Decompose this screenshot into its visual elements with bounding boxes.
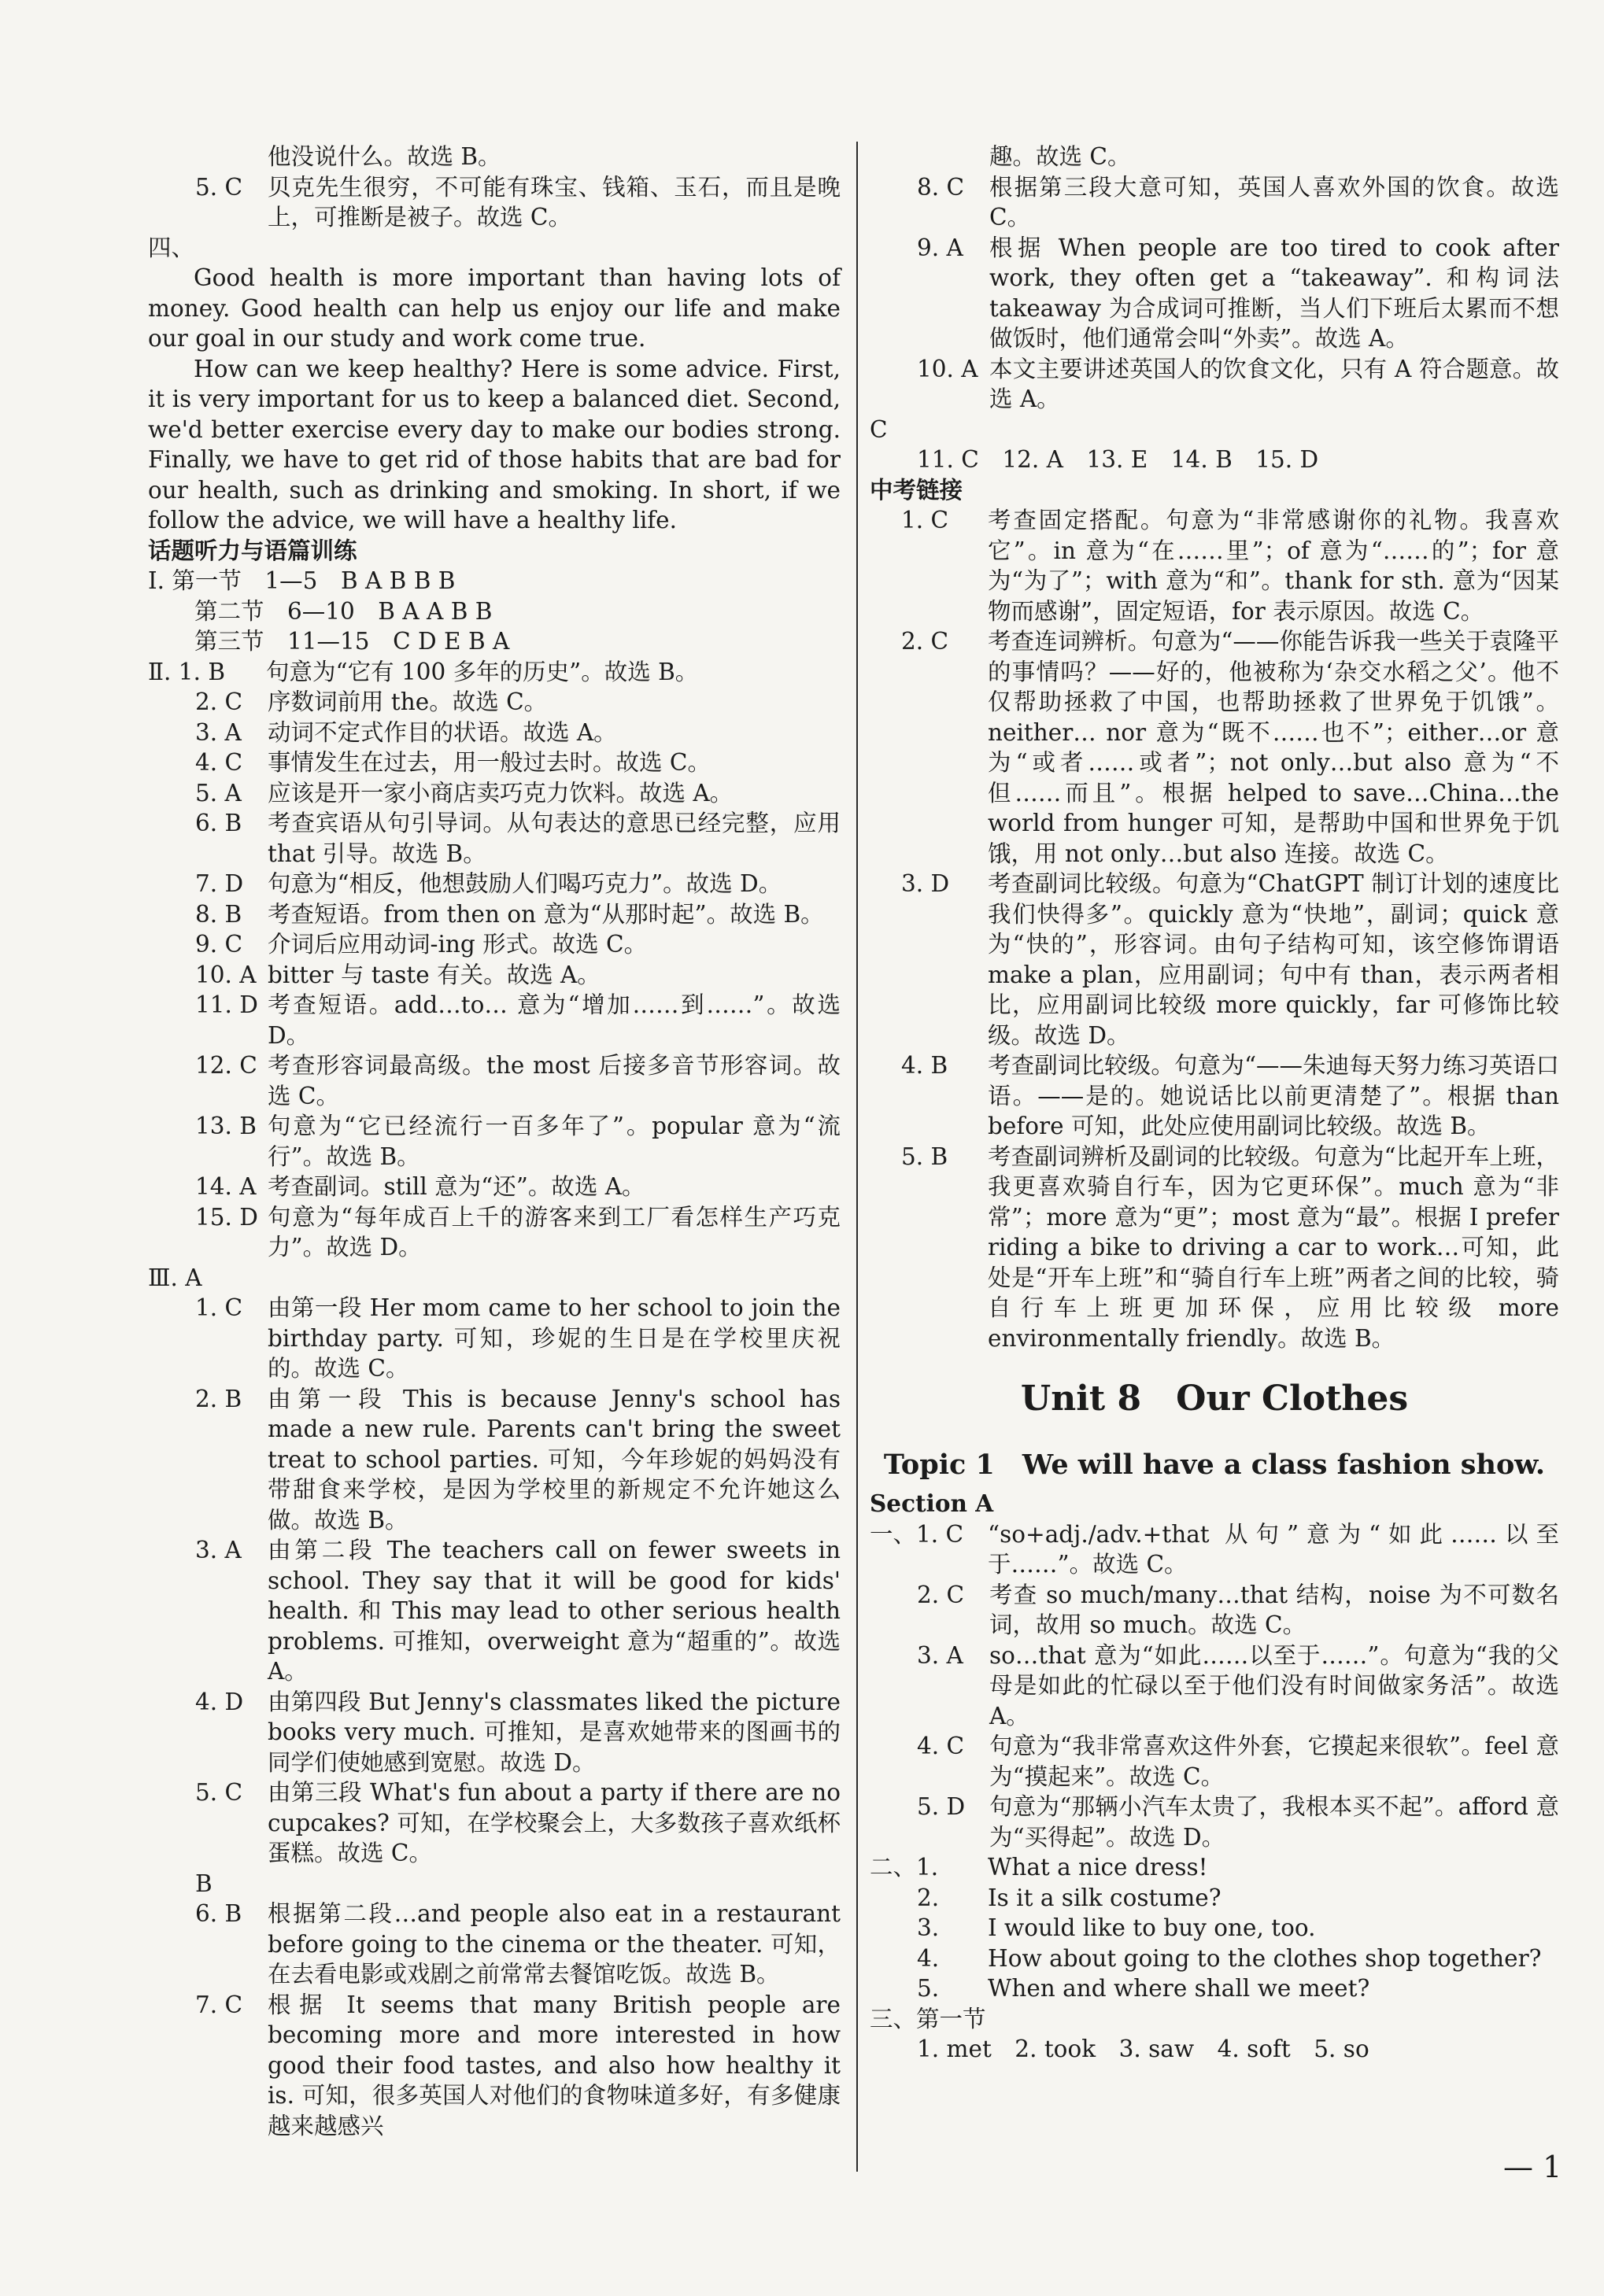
answer-number: 3. A [195, 718, 242, 746]
answer-text: 句意为“它有 100 多年的历史”。故选 B。 [266, 658, 699, 685]
answer-number: 6. B [195, 810, 242, 836]
answer-item [870, 1943, 1559, 1974]
answer-item [148, 1777, 841, 1869]
answer-text: 考查短语。add…to… 意为“增加……到……”。故选 D。 [268, 991, 841, 1049]
answer-text: 动词不定式作目的状语。故选 A。 [268, 718, 617, 746]
answer-text: 句意为“它已经流行一百多年了”。popular 意为“流行”。故选 B。 [268, 1113, 841, 1170]
answer-item [870, 1792, 1559, 1852]
answer-item [870, 1913, 1559, 1943]
answer-item [148, 718, 841, 748]
answer-text: 由第一段 This is because Jenny's school has made a new rule. Parents can't bring the sweet treat to school parties. 可知，今年珍妮的妈妈没有带甜食来学校，是因为学校里的新规定不允许她这么做。故选 B。 [268, 1385, 841, 1534]
answer-number [870, 142, 989, 172]
answer-number: 9. A [917, 234, 963, 261]
text-line: 第二节 6—10 B A A B B [148, 597, 493, 625]
answer-text: When and where shall we meet? [988, 1975, 1370, 2002]
answer-item [870, 1852, 1559, 1883]
section-2-answers [148, 657, 841, 1263]
answer-text: 介词后应用动词-ing 形式。故选 C。 [268, 931, 648, 958]
answer-number: 2. C [195, 688, 243, 715]
right-column [870, 142, 1559, 2065]
answer-text: 趣。故选 C。 [989, 143, 1131, 170]
answer-text: 由第四段 But Jenny's classmates liked the picture books very much. 可推知，是喜欢她带来的图画书的同学们使她感到宽慰。故选 D。 [268, 1688, 841, 1776]
section-3-label: Ⅲ. A [148, 1264, 202, 1291]
answer-text: 事情发生在过去，用一般过去时。故选 C。 [268, 749, 711, 776]
text-line: Good health is more important than having lots of money. Good health can help us enjoy our life and make our goal in our study and work come true. [148, 264, 841, 352]
answer-item [148, 1202, 841, 1263]
answer-item [148, 1050, 841, 1111]
answer-number: 15. D [195, 1203, 258, 1231]
c-answers: 11. C 12. A 13. E 14. B 15. D [917, 446, 1319, 473]
part-2-answers [870, 1852, 1559, 2004]
answer-number: 11. D [195, 991, 258, 1018]
answer-number: 5. D [917, 1793, 966, 1820]
answer-text: 由第三段 What's fun about a party if there are no cupcakes? 可知，在学校聚会上，大多数孩子喜欢纸杯蛋糕。故选 C。 [268, 1779, 841, 1866]
section-4-label: 四、 [148, 234, 195, 261]
answer-item [870, 1519, 1559, 1580]
answer-text: Is it a silk costume? [988, 1884, 1221, 1911]
answer-text: 句意为“那辆小汽车太贵了，我根本买不起”。afford 意为“买得起”。故选 D。 [989, 1793, 1559, 1851]
answer-text: 考查副词辨析及副词的比较级。句意为“比起开车上班，我更喜欢骑自行车，因为它更环保”。much 意为“非常”；more 意为“更”；most 意为“最”。根据 I prefer riding a bike to driving a car to work…可知，此处是“开车上班”和“骑自行车上班”两者之间的比较，骑自行车上班更加环保，应用比较级 more environmentally friendly。故选 B。 [988, 1142, 1559, 1352]
answer-text: bitter 与 taste 有关。故选 A。 [268, 961, 601, 988]
text-line: 第三节 11—15 C D E B A [148, 628, 510, 655]
answer-item [870, 142, 1559, 172]
answer-item [148, 929, 841, 960]
unit-title: Unit 8 Our Clothes [1020, 1379, 1409, 1419]
answer-text: 序数词前用 the。故选 C。 [268, 688, 548, 715]
text-line: Ⅰ. 第一节 1—5 B A B B B [148, 567, 456, 594]
section-a-heading: Section A [870, 1489, 994, 1517]
answer-item [148, 687, 841, 718]
answer-text: “so+adj./adv.+that 从句”意为“如此……以至于……”。故选 C。 [988, 1520, 1559, 1578]
text-line: How can we keep healthy? Here is some advice. First, it is very important for us to keep a balanced diet. Second, we'd better exercise every day to make our bodies strong. Finally, we have to get rid of those habits that are bad for our health, such as drinking and smoking. In short, if we follow the advice, we will have a healthy life. [148, 355, 841, 533]
answer-number: 2. B [195, 1385, 242, 1412]
answer-item [148, 747, 841, 778]
answer-number: 5. C [195, 173, 243, 201]
topic-title: Topic 1 We will have a class fashion show. [883, 1449, 1546, 1481]
c-label: C [870, 415, 888, 443]
answer-text: 根据第三段大意可知，英国人喜欢外国的饮食。故选 C。 [989, 173, 1559, 231]
answer-number: 4. D [195, 1688, 244, 1715]
answer-item [148, 960, 841, 991]
section-3a-answers [148, 1293, 841, 1869]
answer-number: 1. C [901, 507, 949, 533]
answer-text: 贝克先生很穷，不可能有珠宝、钱箱、玉石，而且是晚上，可推断是被子。故选 C。 [268, 173, 841, 231]
answer-text: so…that 意为“如此……以至于……”。句意为“我的父母是如此的忙碌以至于他们没有时间做家务活”。故选 A。 [989, 1641, 1559, 1729]
answer-item [148, 657, 841, 688]
section-3b-answers [148, 1899, 841, 2141]
answer-number: 5. B [901, 1142, 948, 1170]
answer-item [148, 869, 841, 899]
answer-item [148, 1172, 841, 1202]
answer-text: 根据 It seems that many British people are becoming more and more interested in how good their food tastes, and also how healthy it is. 可知，很多英国人对他们的食物味道多好，有多健康越来越感兴 [268, 1991, 841, 2139]
answer-text: 句意为“相反，他想鼓励人们喝巧克力”。故选 D。 [268, 870, 782, 897]
answer-number: 10. A [917, 355, 978, 382]
answer-text: 本文主要讲述英国人的饮食文化，只有 A 符合题意。故选 A。 [989, 355, 1559, 412]
answer-item [148, 899, 841, 930]
answer-text: What a nice dress! [988, 1854, 1208, 1881]
answer-number: 8. B [195, 900, 242, 928]
answer-number: 4. C [195, 749, 243, 776]
answer-number: 14. A [195, 1173, 257, 1200]
zhongkao-heading: 中考链接 [870, 476, 963, 504]
answer-text: 考查副词比较级。句意为“ChatGPT 制订计划的速度比我们快得多”。quickly 意为“快地”，副词；quick 意为“快的”，形容词。由句子结构可知，该空修饰谓语 make a plan，应用副词；句中有 than，表示两者相比，应用副词比较级 more quickly，far 可修饰比较级。故选 D。 [988, 870, 1559, 1049]
answer-number: 4. B [901, 1052, 948, 1079]
answer-item [148, 1899, 841, 1990]
answer-number: Ⅱ. 1. B [148, 658, 226, 685]
answer-text: 考查形容词最高级。the most 后接多音节形容词。故选 C。 [268, 1052, 841, 1109]
answer-item [148, 1384, 841, 1536]
answer-item [870, 505, 1559, 626]
answer-number: 3. A [917, 1641, 963, 1669]
answer-text: 考查副词比较级。句意为“——朱迪每天努力练习英语口语。——是的。她说话比以前更清楚了”。根据 than before 可知，此处应使用副词比较级。故选 B。 [988, 1052, 1559, 1139]
answer-text: 他没说什么。故选 B。 [268, 143, 501, 170]
answer-number: 7. D [195, 870, 244, 897]
answer-text: 根据第二段…and people also eat in a restaurant before going to the cinema or the theater. 可知，在去看电影或戏剧之前常常去餐馆吃饭。故选 B。 [268, 1900, 841, 1988]
answer-item [870, 1883, 1559, 1914]
answer-item [870, 1050, 1559, 1142]
answer-number: 7. C [195, 1991, 243, 2018]
answer-number: 8. C [917, 173, 965, 201]
answer-number: 2. [917, 1884, 940, 1911]
answer-text: 考查副词。still 意为“还”。故选 A。 [268, 1173, 645, 1200]
answer-item [148, 172, 841, 233]
answer-number: 2. C [901, 628, 949, 655]
part-3-label: 三、第一节 [870, 2005, 986, 2032]
answer-text: 考查固定搭配。句意为“非常感谢你的礼物。我喜欢它”。in 意为“在……里”；of 意为“……的”；for 意为“为了”；with 意为“和”。thank for sth. 意为“因某物而感谢”，固定短语，for 表示原因。故选 C。 [988, 507, 1559, 625]
answer-text: How about going to the clothes shop together? [988, 1944, 1542, 1972]
answer-number: 5. C [195, 1779, 243, 1806]
answer-text: 应该是开一家小商店卖巧克力饮料。故选 A。 [268, 779, 734, 807]
answer-number: 2. C [917, 1581, 965, 1608]
answer-item [148, 778, 841, 809]
answer-text: 由第一段 Her mom came to her school to join the birthday party. 可知，珍妮的生日是在学校里庆祝的。故选 C。 [268, 1294, 841, 1382]
section-3b-label: B [195, 1870, 213, 1897]
answer-item [148, 1687, 841, 1778]
answer-number: 5. A [195, 779, 242, 807]
answer-text: I would like to buy one, too. [988, 1914, 1316, 1941]
answer-item [870, 1731, 1559, 1792]
listening-heading: 话题听力与语篇训练 [148, 537, 357, 564]
answer-text: 由第二段 The teachers call on fewer sweets in school. They say that it will be good for kids' health. 和 This may lead to other serious health problems. 可推知，overweight 意为“超重的”。故选 A。 [268, 1537, 841, 1685]
zhongkao-answers [870, 505, 1559, 1353]
answer-text: 句意为“每年成百上千的游客来到工厂看怎样生产巧克力”。故选 D。 [268, 1203, 841, 1261]
answer-number: 6. B [195, 1900, 242, 1927]
answer-item [870, 233, 1559, 354]
answer-number: 12. C [195, 1052, 257, 1079]
answer-item [870, 1142, 1559, 1354]
answer-item [870, 869, 1559, 1050]
left-block-1 [148, 142, 841, 233]
answer-number: 一、1. C [870, 1520, 964, 1548]
answer-number: 3. A [195, 1537, 242, 1563]
answer-text: 考查连词辨析。句意为“——你能告诉我一些关于袁隆平的事情吗？——好的，他被称为‘杂交水稻之父’。他不仅帮助拯救了中国，也帮助拯救了世界免于饥饿”。neither… nor 意为“既不……也不”；either…or 意为“或者……或者”；not only…but also 意为“不但……而且”。根据 helped to save…China…the world from hunger 可知，是帮助中国和世界免于饥饿，用 not only…but also 连接。故选 C。 [988, 628, 1559, 867]
listening-answers [148, 566, 841, 657]
part-3-answers: 1. met 2. took 3. saw 4. soft 5. so [917, 2036, 1369, 2062]
answer-item [870, 172, 1559, 233]
answer-number: 1. C [195, 1294, 243, 1321]
answer-item [148, 1293, 841, 1384]
answer-number [148, 142, 268, 172]
answer-number: 10. A [195, 961, 257, 988]
answer-number: 二、1. [870, 1854, 939, 1881]
answer-item [148, 808, 841, 869]
answer-number: 3. D [901, 870, 950, 897]
answer-item [870, 626, 1559, 869]
answer-item [148, 1990, 841, 2142]
column-divider [856, 142, 858, 2172]
left-column [148, 142, 841, 2141]
answer-text: 考查宾语从句引导词。从句表达的意思已经完整，应用 that 引导。故选 B。 [268, 810, 841, 867]
right-block-1 [870, 142, 1559, 415]
answer-item [148, 142, 841, 172]
answer-text: 句意为“我非常喜欢这件外套，它摸起来很软”。feel 意为“摸起来”。故选 C。 [989, 1733, 1559, 1790]
answer-item [148, 990, 841, 1050]
answer-number: 9. C [195, 931, 243, 958]
answer-text: 根据 When people are too tired to cook after work, they often get a “takeaway”. 和构词法 takeaway 为合成词可推断，当人们下班后太累而不想做饭时，他们通常会叫“外卖”。故选 A。 [989, 234, 1559, 352]
answer-text: 考查 so much/many…that 结构，noise 为不可数名词，故用 so much。故选 C。 [989, 1581, 1559, 1638]
essay [148, 263, 841, 536]
answer-number: 3. [917, 1914, 940, 1941]
answer-number: 4. C [917, 1733, 965, 1759]
answer-number: 5. [917, 1975, 940, 2002]
answer-number: 13. B [195, 1113, 257, 1139]
answer-number: 4. [917, 1944, 940, 1972]
answer-item [870, 1580, 1559, 1641]
answer-text: 考查短语。from then on 意为“从那时起”。故选 B。 [268, 900, 824, 928]
part-1-answers [870, 1519, 1559, 1853]
answer-item [870, 354, 1559, 415]
answer-item [148, 1535, 841, 1687]
answer-item [148, 1111, 841, 1172]
answer-item [870, 1641, 1559, 1732]
answer-item [870, 1973, 1559, 2004]
page-number: — 1 [1503, 2150, 1562, 2184]
